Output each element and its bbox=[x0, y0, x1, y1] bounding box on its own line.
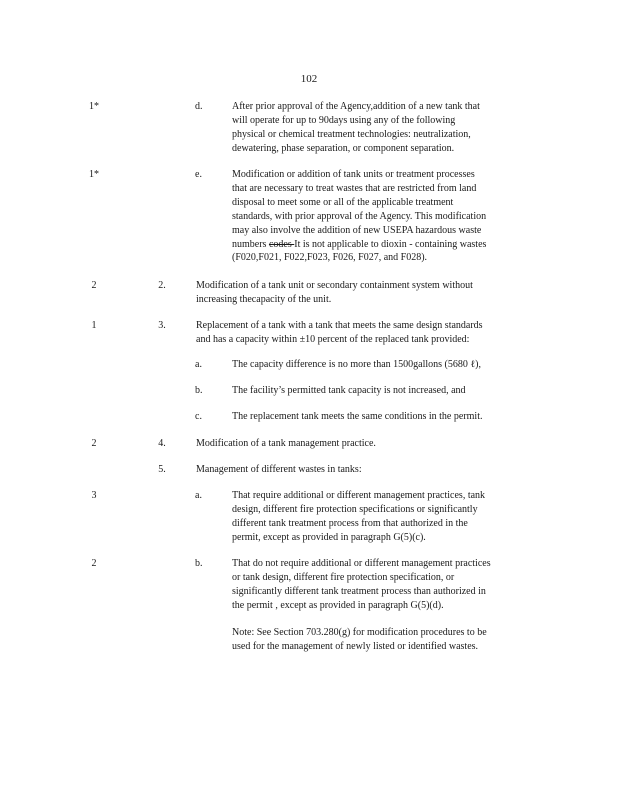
item-letter: d. bbox=[195, 101, 203, 112]
item-text bbox=[196, 463, 534, 477]
text-line: may also involve the addition of new USEPA hazardous waste bbox=[232, 224, 482, 236]
text-line: and has a capacity within ±10 percent of the replaced tank provided: bbox=[196, 333, 470, 345]
struck-text: codes bbox=[268, 238, 295, 250]
text-line: significantly different tank treatment process than authorized in bbox=[232, 585, 486, 597]
item-text bbox=[232, 100, 532, 156]
text-line: or tank design, different fire protection specification, or bbox=[232, 571, 455, 583]
item-text bbox=[232, 384, 532, 398]
text-line: used for the management of newly listed or identified wastes. bbox=[232, 640, 479, 652]
item-number: 2. bbox=[158, 280, 166, 291]
item-number: 3. bbox=[158, 320, 166, 331]
text-line: the permit , except as provided in paragraph G(5)(d). bbox=[232, 599, 444, 611]
class-label: 3 bbox=[91, 490, 97, 501]
item-letter: e. bbox=[195, 169, 202, 180]
text-line: That require additional or different management practices, tank bbox=[232, 490, 486, 501]
text-line: That do not require additional or different management practices bbox=[232, 558, 491, 569]
item-letter: c. bbox=[195, 411, 202, 422]
text-line: The capacity difference is no more than 1500gallons (5680 ℓ), bbox=[232, 359, 481, 370]
item-letter: b. bbox=[195, 385, 203, 396]
item-text bbox=[232, 557, 532, 613]
class-label: 1* bbox=[89, 101, 99, 112]
text-line: standards, with prior approval of the Agency. This modification bbox=[232, 210, 487, 222]
text-line: (F020,F021, F022,F023, F026, F027, and F028). bbox=[232, 252, 428, 264]
item-text bbox=[196, 319, 534, 347]
text-line: design, different fire protection specifications or significantly bbox=[232, 503, 478, 515]
item-number: 4. bbox=[158, 438, 166, 449]
text-line: Modification or addition of tank units or treatment processes bbox=[232, 169, 475, 180]
text-line: permit, except as provided in paragraph G(5)(c). bbox=[232, 531, 426, 543]
text-line: Note: See Section 703.280(g) for modification procedures to be bbox=[232, 627, 487, 638]
class-label: 1 bbox=[91, 320, 97, 331]
text-line: Replacement of a tank with a tank that meets the same design standards bbox=[196, 320, 483, 331]
item-number: 5. bbox=[158, 464, 166, 475]
text-line: dewatering, phase separation, or component separation. bbox=[232, 142, 455, 154]
text-line: Modification of a tank management practice. bbox=[196, 438, 376, 449]
text-line: physical or chemical treatment technologies: neutralization, bbox=[232, 128, 471, 140]
text-line: Management of different wastes in tanks: bbox=[196, 464, 362, 475]
class-label: 2 bbox=[91, 558, 97, 569]
item-text bbox=[196, 437, 534, 451]
class-label: 1* bbox=[89, 169, 99, 180]
text-line: The replacement tank meets the same conditions in the permit. bbox=[232, 411, 483, 422]
item-text bbox=[196, 279, 534, 307]
text-line: different tank treatment process from that authorized in the bbox=[232, 517, 468, 529]
text-line: will operate for up to 90days using any of the following bbox=[232, 114, 456, 126]
item-letter: b. bbox=[195, 558, 203, 569]
item-letter: a. bbox=[195, 359, 202, 370]
text-line: After prior approval of the Agency,addition of a new tank that bbox=[232, 101, 480, 112]
item-text bbox=[232, 489, 532, 545]
note-text bbox=[232, 626, 532, 654]
text-line: increasing thecapacity of the unit. bbox=[196, 293, 332, 305]
text-fragment: numbers bbox=[232, 238, 269, 250]
text-line bbox=[232, 238, 532, 252]
text-line: disposal to meet some or all of the applicable treatment bbox=[232, 196, 454, 208]
text-fragment: It is not applicable to dioxin - containing wastes bbox=[294, 238, 487, 250]
item-text bbox=[232, 168, 532, 265]
item-text bbox=[232, 358, 532, 372]
item-letter: a. bbox=[195, 490, 202, 501]
class-label: 2 bbox=[91, 280, 97, 291]
text-line: Modification of a tank unit or secondary containment system without bbox=[196, 280, 473, 291]
page-number: 102 bbox=[300, 73, 318, 85]
text-line: that are necessary to treat wastes that are restricted from land bbox=[232, 182, 477, 194]
item-text bbox=[232, 410, 532, 424]
class-label: 2 bbox=[91, 438, 97, 449]
text-line: The facility’s permitted tank capacity is not increased, and bbox=[232, 385, 466, 396]
